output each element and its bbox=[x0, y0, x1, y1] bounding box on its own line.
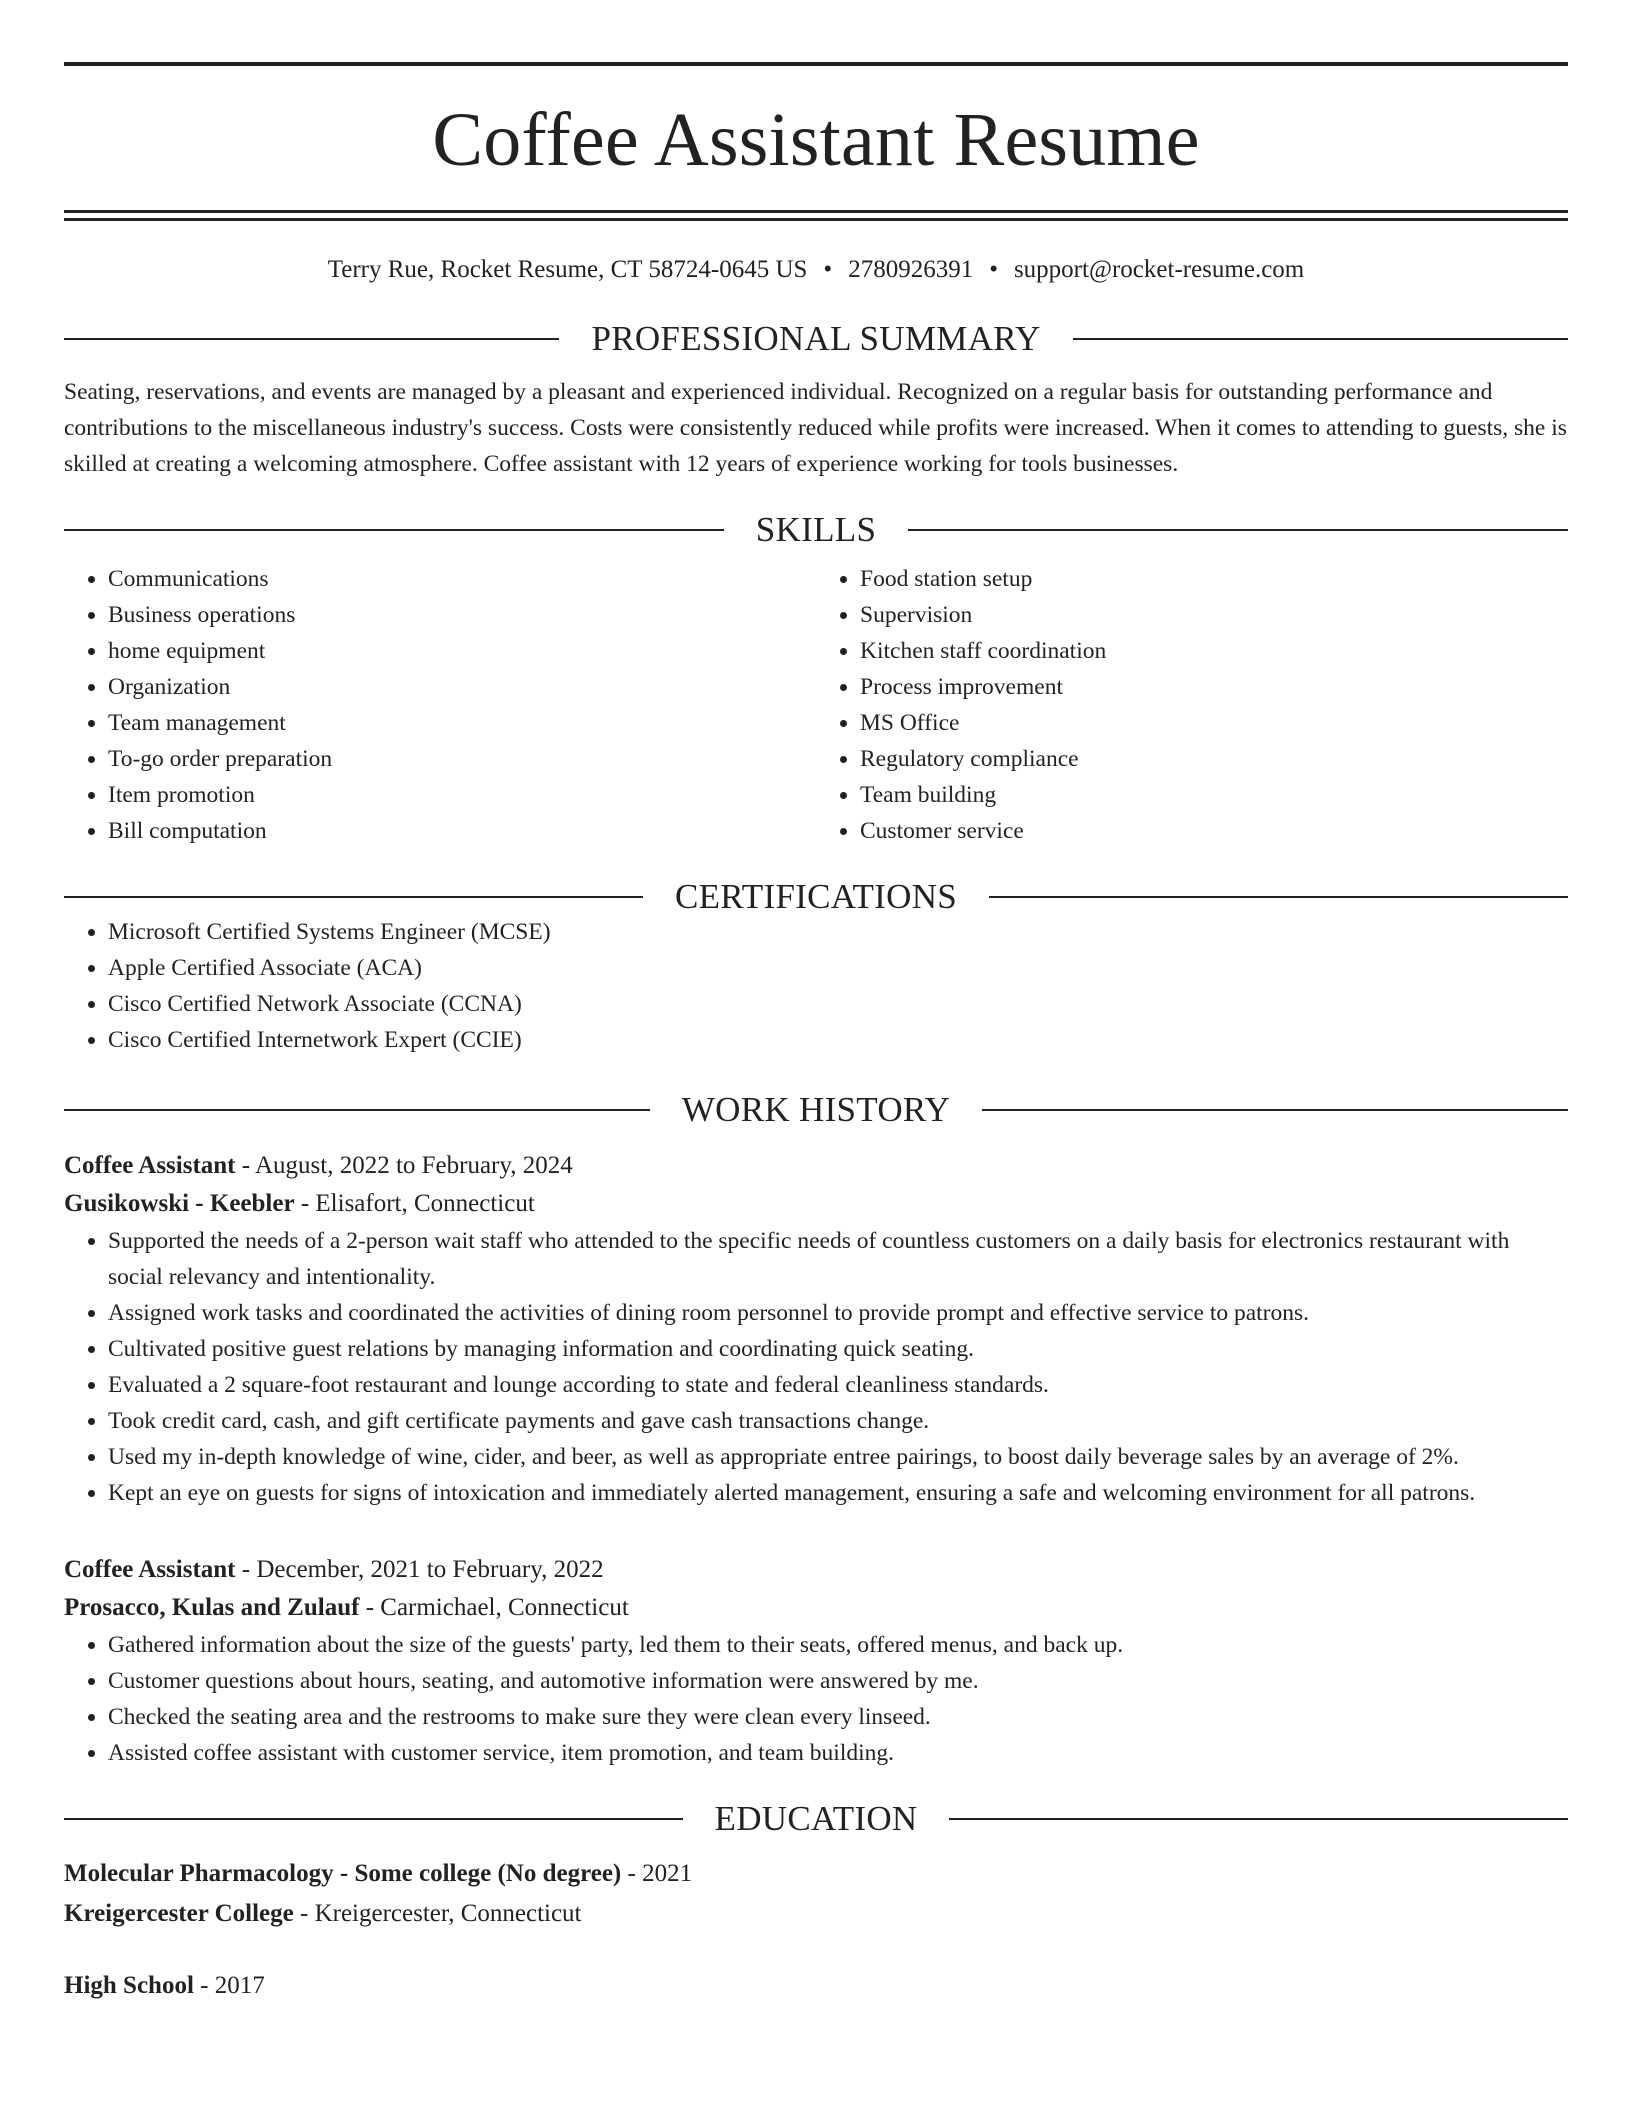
skill-item: • Team building bbox=[860, 777, 1568, 813]
heading-rule-left bbox=[64, 338, 559, 340]
job-title: Coffee Assistant bbox=[64, 1152, 236, 1179]
education-school-line bbox=[64, 1894, 1568, 1934]
section-heading-work-history bbox=[64, 1092, 1568, 1127]
heading-rule-right bbox=[982, 1109, 1568, 1111]
job-title-line bbox=[64, 1551, 1568, 1589]
skill-item: • Organization bbox=[108, 669, 816, 705]
education-degree: High School bbox=[64, 1972, 194, 1999]
job-bullets bbox=[64, 1223, 1568, 1511]
job-bullet: • Cultivated positive guest relations by managing information and coordinating quick seating. bbox=[108, 1331, 1568, 1367]
job-location: - Elisafort, Connecticut bbox=[294, 1190, 535, 1217]
job-dates: - August, 2022 to February, 2024 bbox=[235, 1152, 573, 1179]
section-title: CERTIFICATIONS bbox=[674, 877, 958, 916]
title-double-rule bbox=[64, 210, 1568, 221]
skill-item: • Food station setup bbox=[860, 561, 1568, 597]
contact-line bbox=[64, 255, 1568, 285]
education-degree: Molecular Pharmacology - Some college (No degree) bbox=[64, 1860, 622, 1887]
skill-item: • To-go order preparation bbox=[108, 741, 816, 777]
skill-item: • Team management bbox=[108, 705, 816, 741]
skill-item: • Supervision bbox=[860, 597, 1568, 633]
skill-item: • home equipment bbox=[108, 633, 816, 669]
section-title: SKILLS bbox=[755, 510, 877, 549]
certification-item: • Apple Certified Associate (ACA) bbox=[108, 950, 1568, 986]
job-bullet: • Kept an eye on guests for signs of intoxication and immediately alerted management, ensuring a safe and welcoming environment for all patrons. bbox=[108, 1475, 1568, 1511]
job-title-line bbox=[64, 1147, 1568, 1185]
job-bullet: • Customer questions about hours, seating, and automotive information were answered by me. bbox=[108, 1663, 1568, 1699]
skills-list bbox=[64, 561, 1568, 849]
education-location: - Kreigercester, Connecticut bbox=[293, 1900, 582, 1927]
job-entry bbox=[64, 1551, 1568, 1771]
education-entry bbox=[64, 1966, 1568, 2006]
skill-item: • Item promotion bbox=[108, 777, 816, 813]
heading-rule-right bbox=[989, 896, 1568, 898]
job-company-line bbox=[64, 1185, 1568, 1223]
job-bullet: • Checked the seating area and the restrooms to make sure they were clean every linseed. bbox=[108, 1699, 1568, 1735]
job-company-line bbox=[64, 1589, 1568, 1627]
heading-rule-right bbox=[1073, 338, 1568, 340]
job-bullet: • Supported the needs of a 2-person wait staff who attended to the specific needs of countless customers on a daily basis for electronics restaurant with social relevancy and intentionality. bbox=[108, 1223, 1568, 1295]
contact-separator: • bbox=[989, 256, 998, 283]
job-company: Prosacco, Kulas and Zulauf bbox=[64, 1594, 360, 1621]
education-entry bbox=[64, 1854, 1568, 1934]
section-heading-certifications bbox=[64, 879, 1568, 914]
job-bullets bbox=[64, 1627, 1568, 1771]
heading-rule-left bbox=[64, 1818, 683, 1820]
job-bullet: • Took credit card, cash, and gift certificate payments and gave cash transactions change. bbox=[108, 1403, 1568, 1439]
job-bullet: • Assisted coffee assistant with customer service, item promotion, and team building. bbox=[108, 1735, 1568, 1771]
contact-address: Terry Rue, Rocket Resume, CT 58724-0645 US bbox=[327, 256, 808, 283]
certification-item: • Cisco Certified Internetwork Expert (CCIE) bbox=[108, 1022, 1568, 1058]
heading-rule-right bbox=[949, 1818, 1568, 1820]
heading-rule-right bbox=[908, 529, 1568, 531]
contact-phone: 2780926391 bbox=[848, 256, 974, 283]
skill-item: • MS Office bbox=[860, 705, 1568, 741]
heading-rule-left bbox=[64, 529, 724, 531]
education-year: - 2021 bbox=[621, 1860, 693, 1887]
skill-item: • Business operations bbox=[108, 597, 816, 633]
job-bullet: • Assigned work tasks and coordinated the activities of dining room personnel to provide prompt and effective service to patrons. bbox=[108, 1295, 1568, 1331]
education-school: Kreigercester College bbox=[64, 1900, 294, 1927]
skill-item: • Bill computation bbox=[108, 813, 816, 849]
top-rule bbox=[64, 62, 1568, 66]
certification-item: • Cisco Certified Network Associate (CCNA) bbox=[108, 986, 1568, 1022]
education-degree-line bbox=[64, 1854, 1568, 1894]
skills-column-right bbox=[816, 561, 1568, 849]
summary-text: Seating, reservations, and events are managed by a pleasant and experienced individual. Recognized on a regular basis for outstanding performance and contributions to the miscellaneous industry's success. Costs were consistently reduced while profits were increased. When it comes to attending to guests, she is skilled at creating a welcoming atmosphere. Coffee assistant with 12 years of experience working for tools businesses. bbox=[64, 379, 1567, 477]
skill-item: • Kitchen staff coordination bbox=[860, 633, 1568, 669]
heading-rule-left bbox=[64, 896, 643, 898]
job-title: Coffee Assistant bbox=[64, 1556, 236, 1583]
education-year: - 2017 bbox=[193, 1972, 265, 1999]
skill-item: • Customer service bbox=[860, 813, 1568, 849]
skill-item: • Regulatory compliance bbox=[860, 741, 1568, 777]
job-location: - Carmichael, Connecticut bbox=[359, 1594, 629, 1621]
section-title: PROFESSIONAL SUMMARY bbox=[591, 319, 1041, 358]
job-bullet: • Gathered information about the size of the guests' party, led them to their seats, offered menus, and back up. bbox=[108, 1627, 1568, 1663]
heading-rule-left bbox=[64, 1109, 650, 1111]
education-degree-line bbox=[64, 1966, 1568, 2006]
skill-item: • Communications bbox=[108, 561, 816, 597]
section-title: WORK HISTORY bbox=[681, 1090, 951, 1129]
job-dates: - December, 2021 to February, 2022 bbox=[235, 1556, 604, 1583]
contact-email: support@rocket-resume.com bbox=[1013, 256, 1305, 283]
job-entry bbox=[64, 1147, 1568, 1511]
job-company: Gusikowski - Keebler bbox=[64, 1190, 295, 1217]
job-bullet: • Used my in-depth knowledge of wine, cider, and beer, as well as appropriate entree pairings, to boost daily beverage sales by an average of 2%. bbox=[108, 1439, 1568, 1475]
section-title: EDUCATION bbox=[714, 1799, 918, 1838]
skill-item: • Process improvement bbox=[860, 669, 1568, 705]
section-heading-summary bbox=[64, 321, 1568, 356]
resume-title: Coffee Assistant Resume bbox=[432, 98, 1200, 182]
section-heading-education bbox=[64, 1801, 1568, 1836]
job-bullet: • Evaluated a 2 square-foot restaurant and lounge according to state and federal cleanliness standards. bbox=[108, 1367, 1568, 1403]
section-heading-skills bbox=[64, 512, 1568, 547]
contact-separator: • bbox=[823, 256, 833, 283]
skills-column-left bbox=[64, 561, 816, 849]
certification-item: • Microsoft Certified Systems Engineer (MCSE) bbox=[108, 914, 1568, 950]
certifications-list bbox=[64, 914, 1568, 1058]
